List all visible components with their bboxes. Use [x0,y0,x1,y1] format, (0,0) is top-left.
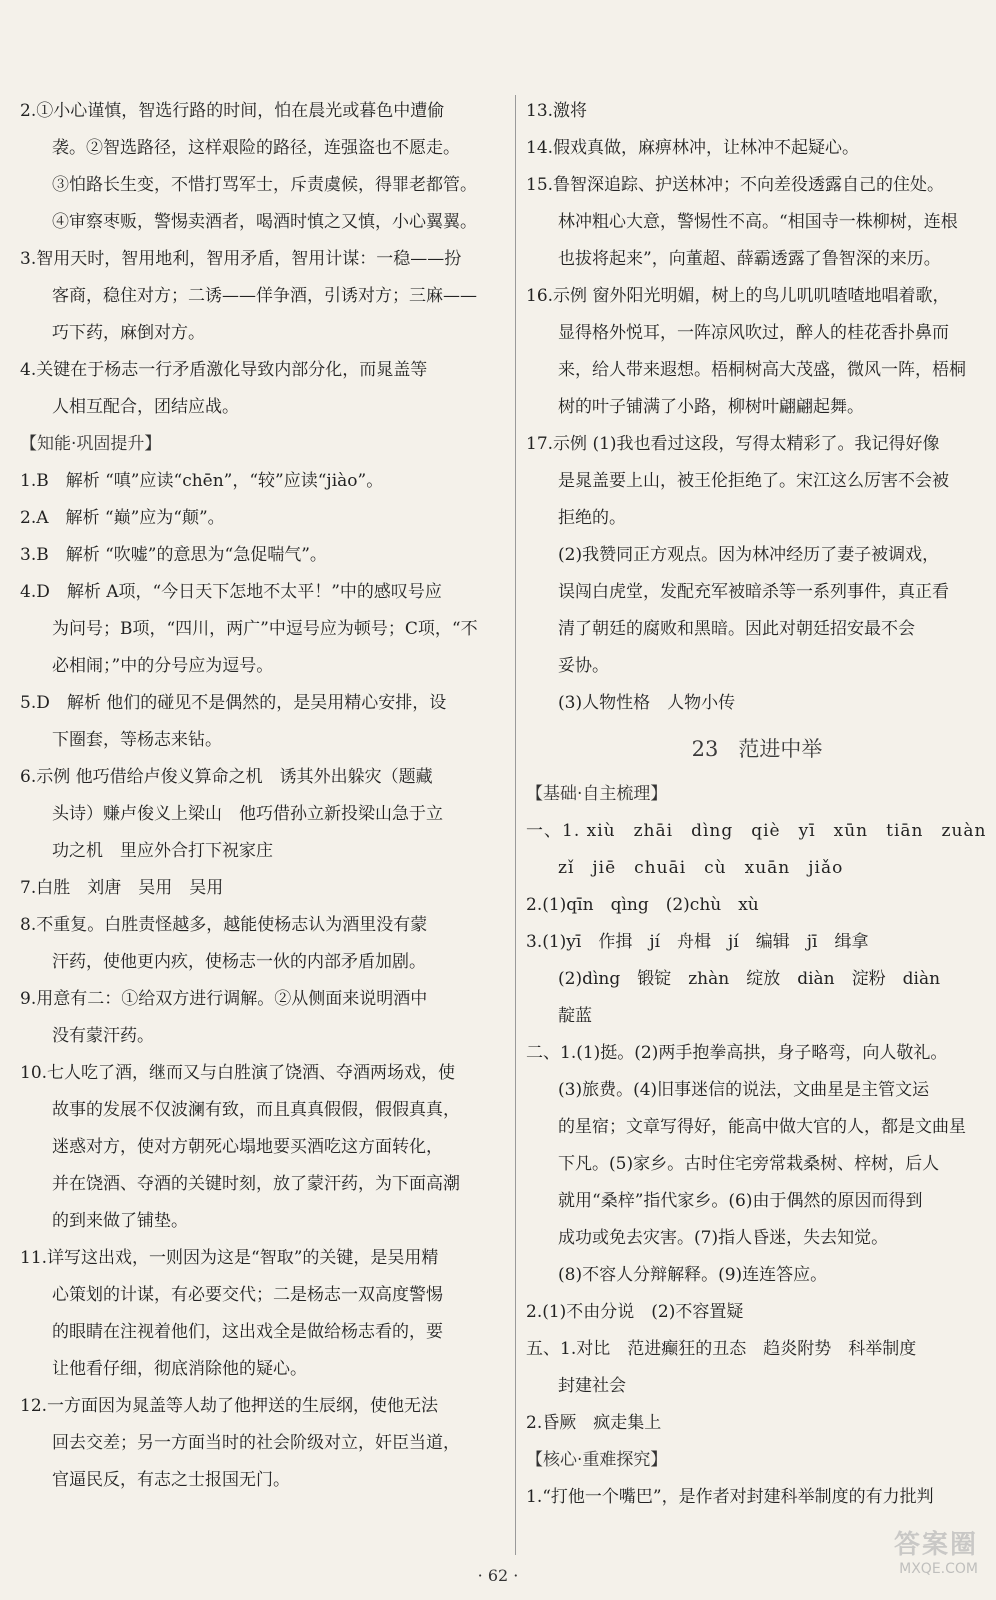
text-line: 2.A 解析 “巅”应为“颠”。 [20,508,225,528]
text-line: 下凡。(5)家乡。古时住宅旁常栽桑树、梓树，后人 [558,1154,940,1174]
text-line: 7.白胜 刘唐 吴用 吴用 [20,878,224,898]
text-line: 8.不重复。白胜责怪越多，越能使杨志认为酒里没有蒙 [20,915,428,935]
text-line: 的星宿；文章写得好，能高中做大官的人，都是文曲星 [558,1117,966,1137]
text-line: (3)人物性格 人物小传 [558,693,736,713]
text-line: 5.D 解析 他们的碰见不是偶然的，是吴用精心安排，设 [20,693,447,713]
text-line: 2.①小心谨慎，智选行路的时间，怕在晨光或暮色中遭偷 [20,101,445,121]
text-line: 2.(1)qīn qìng (2)chù xù [526,895,759,915]
text-line: 成功或免去灾害。(7)指人昏迷，失去知觉。 [558,1228,889,1248]
text-line: 林冲粗心大意，警惕性不高。“相国寺一株柳树，连根 [558,212,958,232]
text-line: 回去交差；另一方面当时的社会阶级对立，奸臣当道， [52,1433,460,1453]
watermark-logo [808,1524,978,1577]
text-line: 清了朝廷的腐败和黑暗。因此对朝廷招安最不会 [558,619,915,639]
text-line: (2)dìng 锻锭 zhàn 绽放 diàn 淀粉 diàn [558,969,941,989]
text-line: 来，给人带来遐想。梧桐树高大茂盛，微风一阵，梧桐 [558,360,966,380]
text-line: 袭。②智选路径，这样艰险的路径，连强盗也不愿走。 [52,138,460,158]
text-line: (3)旅费。(4)旧事迷信的说法，文曲星是主管文运 [558,1080,930,1100]
text-line: 14.假戏真做，麻痹林冲，让林冲不起疑心。 [526,138,860,158]
text-line: 3.B 解析 “吹嘘”的意思为“急促喘气”。 [20,545,327,565]
text-line: 误闯白虎堂，发配充军被暗杀等一系列事件，真正看 [558,582,949,602]
text-line: 让他看仔细，彻底消除他的疑心。 [52,1359,307,1379]
watermark-title: 答案圈 [893,1530,978,1560]
chapter-name: 范进中举 [738,737,823,761]
text-line: 17.示例 (1)我也看过这段，写得太精彩了。我记得好像 [526,434,940,454]
section-heading: 【知能·巩固提升】 [20,434,162,454]
text-line: 16.示例 窗外阳光明媚，树上的鸟儿叽叽喳喳地唱着歌， [526,286,950,306]
text-line: 2.昏厥 疯走集上 [526,1413,662,1433]
text-line: 拒绝的。 [558,508,626,528]
text-line: (2)我赞同正方观点。因为林冲经历了妻子被调戏， [558,545,940,565]
text-line: 巧下药，麻倒对方。 [52,323,205,343]
text-line: 迷惑对方，使对方朝死心塌地要买酒吃这方面转化， [52,1137,443,1157]
text-line: 功之机 里应外合打下祝家庄 [52,841,273,861]
text-line: 也拔将起来”，向董超、薛霸透露了鲁智深的来历。 [558,249,941,269]
text-line: 1.B 解析 “嗔”应读“chēn”，“较”应读“jiào”。 [20,471,384,491]
text-line: 的眼睛在注视着他们，这出戏全是做给杨志看的，要 [52,1322,443,1342]
text-line: (8)不容人分辩解释。(9)连连答应。 [558,1265,828,1285]
text-line: 故事的发展不仅波澜有致，而且真真假假，假假真真， [52,1100,460,1120]
chapter-number: 23 [691,737,719,761]
section-heading: 【核心·重难探究】 [526,1450,668,1470]
text-line: ④审察枣贩，警惕卖酒者，喝酒时慎之又慎，小心翼翼。 [52,212,477,232]
text-line: 15.鲁智深追踪、护送林冲；不向差役透露自己的住处。 [526,175,945,195]
page-number: · 62 · [477,1566,519,1585]
text-line: 就用“桑梓”指代家乡。(6)由于偶然的原因而得到 [558,1191,923,1211]
text-line: 10.七人吃了酒，继而又与白胜演了饶酒、夺酒两场戏，使 [20,1063,456,1083]
text-line: 的到来做了铺垫。 [52,1211,188,1231]
text-line: 9.用意有二：①给双方进行调解。②从侧面来说明酒中 [20,989,428,1009]
text-line: 头诗）赚卢俊义上梁山 他巧借孙立新投梁山急于立 [52,804,443,824]
text-line: 树的叶子铺满了小路，柳树叶翩翩起舞。 [558,397,864,417]
text-line: 汗药，使他更内疚，使杨志一伙的内部矛盾加剧。 [52,952,426,972]
column-divider [515,95,516,1555]
text-line: 客商，稳住对方；二诱——佯争酒，引诱对方；三麻—— [52,286,477,306]
chapter-title [526,722,988,776]
text-line: 没有蒙汗药。 [52,1026,154,1046]
text-line: 二、1.(1)挺。(2)两手抱拳高拱，身子略弯，向人敬礼。 [526,1043,948,1063]
section-heading: 【基础·自主梳理】 [526,784,668,804]
text-line: 靛蓝 [558,1006,592,1026]
text-line: 心策划的计谋，有必要交代；二是杨志一双高度警惕 [52,1285,443,1305]
text-line: 下圈套，等杨志来钻。 [52,730,222,750]
text-line: 五、1.对比 范进癫狂的丑态 趋炎附势 科举制度 [526,1339,917,1359]
text-line: 2.(1)不由分说 (2)不容置疑 [526,1302,744,1322]
text-line: 妥协。 [558,656,609,676]
text-line: 并在饶酒、夺酒的关键时刻，放了蒙汗药，为下面高潮 [52,1174,460,1194]
left-column [20,93,510,1499]
text-line: 4.关键在于杨志一行矛盾激化导致内部分化，而晁盖等 [20,360,428,380]
text-line: 12.一方面因为晁盖等人劫了他押送的生辰纲，使他无法 [20,1396,439,1416]
watermark-url: MXQE.COM [899,1561,978,1577]
text-line: ③怕路长生变，不惜打骂军士，斥责虞候，得罪老都管。 [52,175,477,195]
text-line: 人相互配合，团结应战。 [52,397,239,417]
right-answers-part-1 [526,93,988,722]
right-answers-part-2 [526,776,988,1516]
text-line: 3.(1)yī 作揖 jí 舟楫 jí 编辑 jī 缉拿 [526,932,869,952]
text-line: 为问号；B项，“四川，两广”中逗号应为顿号；C项，“不 [52,619,478,639]
text-line: 封建社会 [558,1376,626,1396]
text-line: 3.智用天时，智用地利，智用矛盾，智用计谋：一稳——扮 [20,249,462,269]
text-line: zǐ jiē chuāi cù xuān jiǎo [558,858,844,878]
text-line: 1.“打他一个嘴巴”，是作者对封建科举制度的有力批判 [526,1487,934,1507]
text-line: 官逼民反，有志之士报国无门。 [52,1470,290,1490]
text-line: 是晁盖要上山，被王伦拒绝了。宋江这么厉害不会被 [558,471,949,491]
text-line: 必相闹；”中的分号应为逗号。 [52,656,274,676]
right-column [526,93,988,1516]
text-line: 13.激将 [526,101,588,121]
text-line: 一、1. xiù zhāi dìng qiè yī xūn tiān zuàn [526,821,987,841]
text-line: 11.详写这出戏，一则因为这是“智取”的关键，是吴用精 [20,1248,439,1268]
text-line: 显得格外悦耳，一阵凉风吹过，醉人的桂花香扑鼻而 [558,323,949,343]
text-line: 4.D 解析 A项，“今日天下怎地不太平！”中的感叹号应 [20,582,442,602]
text-line: 6.示例 他巧借给卢俊义算命之机 诱其外出躲灾（题藏 [20,767,433,787]
